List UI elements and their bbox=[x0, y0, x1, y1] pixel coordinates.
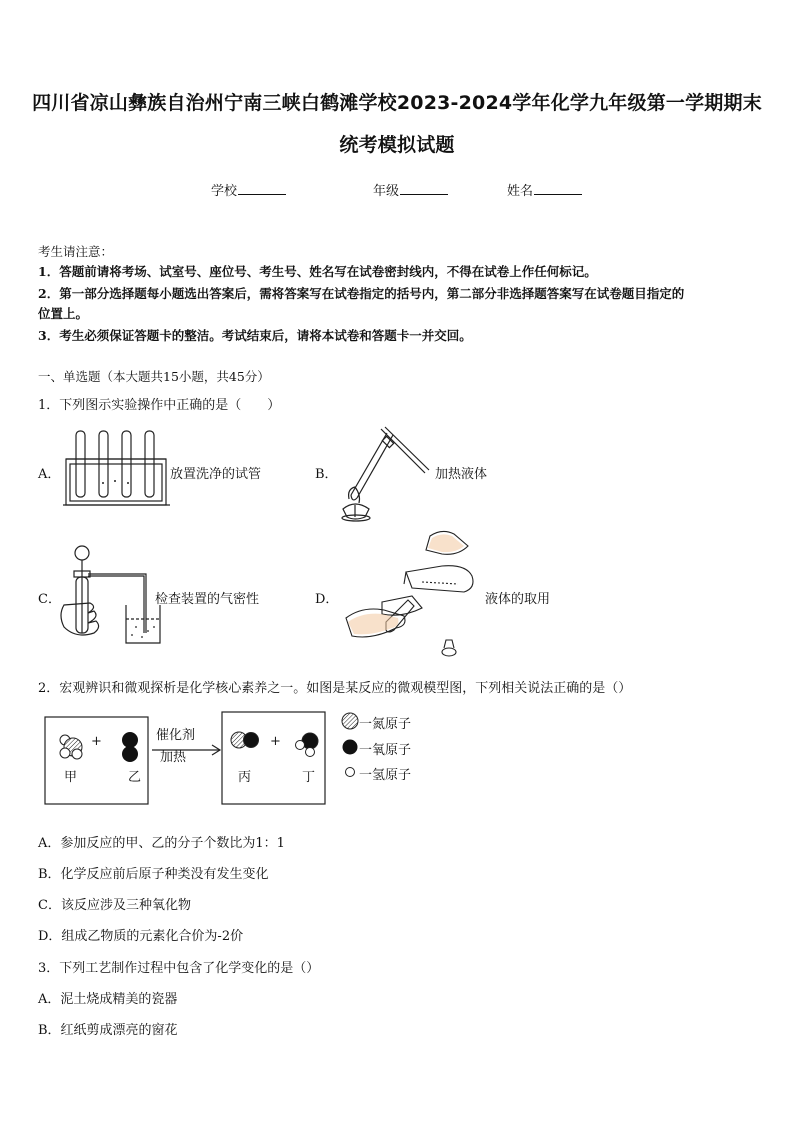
page-title: 四川省凉山彝族自治州宁南三峡白鹤滩学校2023-2024学年化学九年级第一学期期末 bbox=[32, 92, 762, 114]
grade-label: 年级 bbox=[373, 184, 400, 199]
q1-option-b-label[interactable]: B． bbox=[315, 467, 338, 482]
legend-nitrogen: 一氮原子 bbox=[359, 717, 412, 732]
heating-liquid-figure bbox=[335, 425, 435, 525]
notice-heading: 考生请注意： bbox=[38, 244, 114, 259]
q1-option-d-caption: 液体的取用 bbox=[485, 592, 551, 607]
q2-option-c[interactable]: C．该反应涉及三种氧化物 bbox=[38, 898, 191, 913]
q2-option-b[interactable]: B．化学反应前后原子种类没有发生变化 bbox=[38, 867, 269, 882]
question-3-stem: 3．下列工艺制作过程中包含了化学变化的是（） bbox=[38, 961, 320, 976]
legend-oxygen: 一氧原子 bbox=[359, 743, 412, 758]
name-label: 姓名 bbox=[507, 184, 534, 199]
plus-sign-2: + bbox=[270, 734, 281, 749]
q2-option-a[interactable]: A．参加反应的甲、乙的分子个数比为1：1 bbox=[38, 836, 285, 851]
grade-field[interactable] bbox=[373, 180, 448, 199]
notice-item-3: 3．考生必须保证答题卡的整洁。考试结束后，请将本试卷和答题卡一并交回。 bbox=[38, 328, 472, 343]
legend-hydrogen: 一氢原子 bbox=[359, 768, 412, 783]
molecule-jia bbox=[60, 735, 82, 759]
molecule-ding bbox=[296, 733, 319, 757]
liquid-pouring-figure bbox=[342, 526, 482, 666]
hydrogen-atom-icon bbox=[346, 768, 355, 777]
q2-option-d[interactable]: D．组成乙物质的元素化合价为-2价 bbox=[38, 929, 244, 944]
q1-option-a-label[interactable]: A． bbox=[38, 467, 61, 482]
q1-option-b-caption: 加热液体 bbox=[435, 467, 488, 482]
question-1-stem: 1．下列图示实验操作中正确的是（ ） bbox=[38, 398, 281, 413]
notice-item-1: 1．答题前请将考场、试室号、座位号、考生号、姓名写在试卷密封线内，不得在试卷上作任何标记。 bbox=[38, 264, 597, 279]
molecule-yi bbox=[122, 732, 138, 762]
question-2-stem: 2．宏观辨识和微观探析是化学核心素养之一。如图是某反应的微观模型图，下列相关说法正确的是（） bbox=[38, 681, 632, 696]
label-yi: 乙 bbox=[128, 770, 142, 785]
arrow-label-heat: 加热 bbox=[160, 750, 187, 765]
school-label: 学校 bbox=[211, 184, 238, 199]
label-bing: 丙 bbox=[238, 770, 252, 785]
notice-item-2-cont: 位置上。 bbox=[38, 306, 89, 321]
airtightness-check-figure bbox=[58, 543, 168, 653]
page-subtitle: 统考模拟试题 bbox=[339, 134, 455, 156]
section-heading: 一、单选题（本大题共15小题，共45分） bbox=[38, 369, 270, 384]
q3-option-b[interactable]: B．红纸剪成漂亮的窗花 bbox=[38, 1023, 178, 1038]
plus-sign-1: + bbox=[91, 734, 102, 749]
q1-option-c-label[interactable]: C． bbox=[38, 592, 61, 607]
name-field[interactable] bbox=[507, 180, 582, 199]
label-jia: 甲 bbox=[64, 770, 78, 785]
oxygen-atom-icon bbox=[343, 740, 358, 755]
label-ding: 丁 bbox=[302, 770, 316, 785]
school-field[interactable] bbox=[211, 180, 286, 199]
notice-item-2: 2．第一部分选择题每小题选出答案后，需将答案写在试卷指定的括号内，第二部分非选择题答案写在试卷题目指定的 bbox=[38, 286, 685, 301]
molecule-bing bbox=[231, 732, 259, 748]
nitrogen-atom-icon bbox=[342, 713, 358, 729]
q3-option-a[interactable]: A．泥土烧成精美的瓷器 bbox=[38, 992, 178, 1007]
test-tube-rack-figure bbox=[62, 428, 172, 508]
q1-option-c-caption: 检查装置的气密性 bbox=[155, 592, 260, 607]
arrow-label-catalyst: 催化剂 bbox=[156, 728, 196, 743]
products-box bbox=[222, 712, 325, 804]
q1-option-d-label[interactable]: D． bbox=[315, 592, 339, 607]
q1-option-a-caption: 放置洗净的试管 bbox=[170, 467, 262, 482]
